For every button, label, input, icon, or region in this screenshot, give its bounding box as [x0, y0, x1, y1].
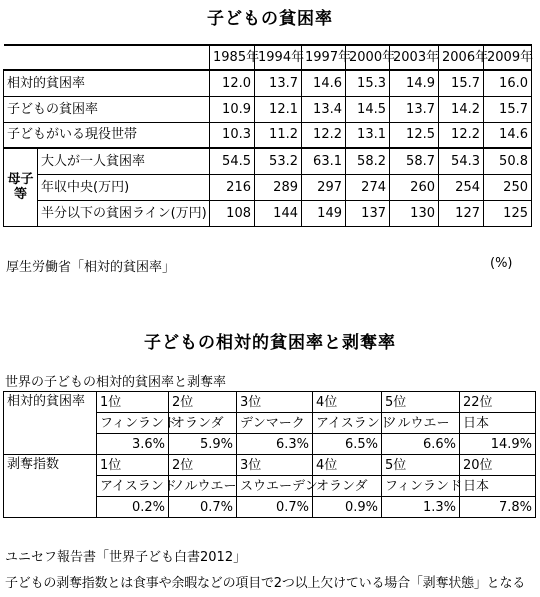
rank-cell: 4位 [313, 392, 382, 413]
value-cell: 11.2 [255, 122, 302, 148]
rank-cell: 1位 [97, 392, 169, 413]
row-label: 子どもの貧困率 [4, 96, 210, 122]
value-cell: 10.3 [210, 122, 255, 148]
year-header-cell: 1994年 [255, 45, 302, 70]
value-cell: 260 [390, 174, 439, 200]
mother-child-row [4, 148, 532, 174]
rank-cell: 5位 [382, 392, 460, 413]
ranking-category-label: 相対的貧困率 [4, 392, 97, 455]
year-header-cell: 1985年 [210, 45, 255, 70]
rank-cell: 4位 [313, 455, 382, 476]
country-cell: アイスランド [97, 476, 169, 497]
value-cell: 13.7 [390, 96, 439, 122]
value-cell: 108 [210, 200, 255, 226]
value-cell: 274 [346, 174, 390, 200]
value-cell: 14.6 [484, 122, 532, 148]
rank-row [4, 455, 536, 476]
mother-child-group-label: 母子等 [4, 148, 38, 226]
poverty-row [4, 96, 532, 122]
year-header-row [4, 45, 532, 70]
mother-child-row [4, 174, 532, 200]
percent-cell: 7.8% [460, 497, 536, 518]
year-header-cell: 1997年 [302, 45, 346, 70]
country-cell: 日本 [460, 413, 536, 434]
percent-cell: 6.5% [313, 434, 382, 455]
rank-cell: 3位 [237, 455, 313, 476]
deprivation-table-caption: 世界の子どもの相対的貧困率と剥奪率 [5, 375, 227, 390]
percent-cell: 1.3% [382, 497, 460, 518]
year-header-cell: 2000年 [346, 45, 390, 70]
rank-cell: 20位 [460, 455, 536, 476]
value-cell: 53.2 [255, 148, 302, 174]
row-label: 半分以下の貧困ライン(万円) [38, 200, 210, 226]
value-cell: 58.7 [390, 148, 439, 174]
value-cell: 254 [439, 174, 484, 200]
value-cell: 16.0 [484, 70, 532, 96]
row-label: 相対的貧困率 [4, 70, 210, 96]
country-cell: フィンランド [97, 413, 169, 434]
value-cell: 12.2 [302, 122, 346, 148]
country-cell: デンマーク [237, 413, 313, 434]
percent-cell: 0.7% [237, 497, 313, 518]
value-cell: 14.2 [439, 96, 484, 122]
value-cell: 12.5 [390, 122, 439, 148]
value-cell: 127 [439, 200, 484, 226]
percent-cell: 3.6% [97, 434, 169, 455]
country-cell: オランダ [169, 413, 237, 434]
year-header-cell: 2003年 [390, 45, 439, 70]
value-cell: 125 [484, 200, 532, 226]
rank-cell: 3位 [237, 392, 313, 413]
value-cell: 54.5 [210, 148, 255, 174]
value-cell: 12.0 [210, 70, 255, 96]
value-cell: 137 [346, 200, 390, 226]
value-cell: 12.1 [255, 96, 302, 122]
poverty-table-title: 子どもの貧困率 [207, 9, 333, 29]
value-cell: 15.3 [346, 70, 390, 96]
rank-cell: 2位 [169, 455, 237, 476]
rank-cell: 5位 [382, 455, 460, 476]
percent-cell: 5.9% [169, 434, 237, 455]
value-cell: 12.2 [439, 122, 484, 148]
child-poverty-table [3, 44, 532, 227]
mother-child-row [4, 200, 532, 226]
country-cell: ノルウエー [169, 476, 237, 497]
value-cell: 13.4 [302, 96, 346, 122]
value-cell: 144 [255, 200, 302, 226]
country-cell: ノルウエー [382, 413, 460, 434]
header-blank-cell [4, 45, 210, 70]
row-label: 大人が一人貧困率 [38, 148, 210, 174]
value-cell: 297 [302, 174, 346, 200]
percent-cell: 0.9% [313, 497, 382, 518]
rank-cell: 22位 [460, 392, 536, 413]
percent-cell: 0.2% [97, 497, 169, 518]
value-cell: 54.3 [439, 148, 484, 174]
deprivation-note: 子どもの剥奪指数とは食事や余暇などの項目で2つ以上欠けている場合「剥奪状態」となる [5, 576, 526, 591]
value-cell: 149 [302, 200, 346, 226]
rank-row [4, 392, 536, 413]
value-cell: 216 [210, 174, 255, 200]
value-cell: 14.9 [390, 70, 439, 96]
year-header-cell: 2009年 [484, 45, 532, 70]
value-cell: 13.1 [346, 122, 390, 148]
row-label: 年収中央(万円) [38, 174, 210, 200]
unicef-source: ユニセフ報告書「世界子ども白書2012」 [5, 550, 247, 565]
percent-cell: 14.9% [460, 434, 536, 455]
value-cell: 14.6 [302, 70, 346, 96]
country-cell: アイスランド [313, 413, 382, 434]
deprivation-table-title: 子どもの相対的貧困率と剥奪率 [144, 333, 396, 353]
percent-cell: 6.3% [237, 434, 313, 455]
ranking-category-label: 剥奪指数 [4, 455, 97, 518]
country-cell: オランダ [313, 476, 382, 497]
value-cell: 289 [255, 174, 302, 200]
value-cell: 15.7 [484, 96, 532, 122]
year-header-cell: 2006年 [439, 45, 484, 70]
poverty-row [4, 122, 532, 148]
country-cell: 日本 [460, 476, 536, 497]
country-cell: フィンランド [382, 476, 460, 497]
value-cell: 50.8 [484, 148, 532, 174]
poverty-source: 厚生労働省「相対的貧困率」 [6, 260, 176, 275]
value-cell: 58.2 [346, 148, 390, 174]
value-cell: 250 [484, 174, 532, 200]
value-cell: 14.5 [346, 96, 390, 122]
value-cell: 13.7 [255, 70, 302, 96]
poverty-row [4, 70, 532, 96]
percent-cell: 0.7% [169, 497, 237, 518]
percent-cell: 6.6% [382, 434, 460, 455]
value-cell: 10.9 [210, 96, 255, 122]
value-cell: 63.1 [302, 148, 346, 174]
rank-cell: 2位 [169, 392, 237, 413]
poverty-unit: (%) [490, 256, 513, 271]
value-cell: 130 [390, 200, 439, 226]
rank-cell: 1位 [97, 455, 169, 476]
world-ranking-table [3, 391, 536, 518]
value-cell: 15.7 [439, 70, 484, 96]
country-cell: スウエーデン [237, 476, 313, 497]
row-label: 子どもがいる現役世帯 [4, 122, 210, 148]
